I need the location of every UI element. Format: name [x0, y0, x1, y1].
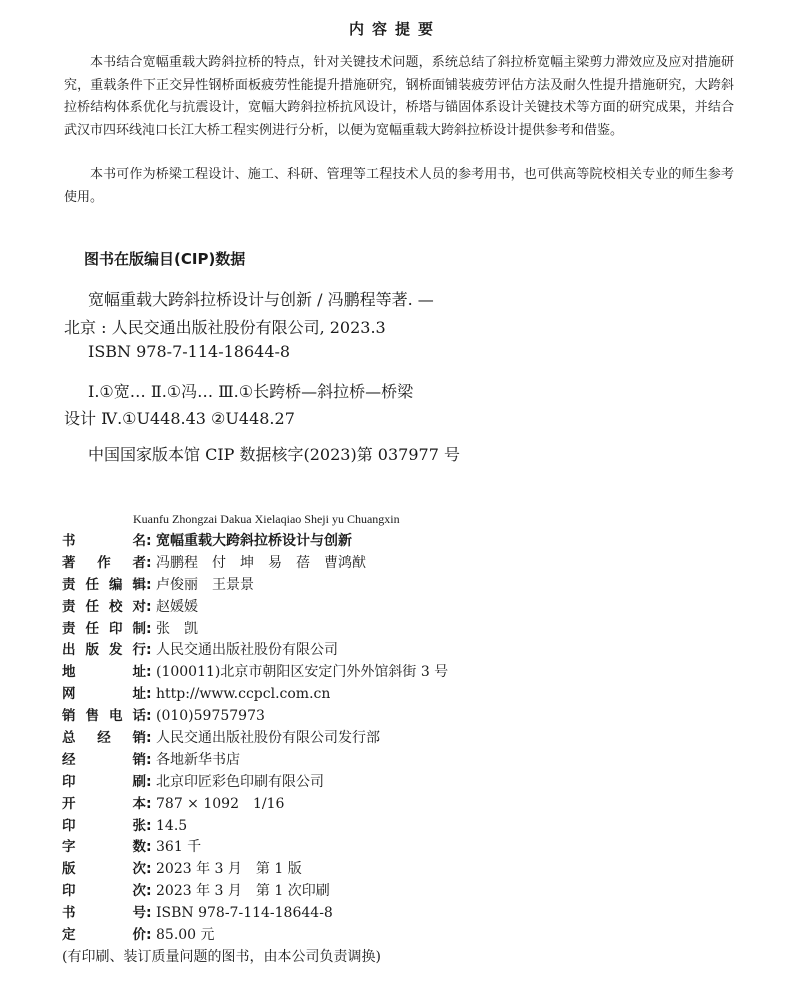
info-value: 宽幅重载大跨斜拉桥设计与创新 — [156, 533, 352, 549]
colon: : — [146, 686, 152, 703]
info-label: 书号 — [62, 905, 146, 922]
info-row — [62, 531, 448, 553]
colon: : — [146, 773, 152, 790]
colon: : — [146, 576, 152, 593]
colon: : — [146, 861, 152, 878]
quality-note: (有印刷、装订质量问题的图书，由本公司负责调换) — [62, 948, 381, 965]
info-row — [62, 794, 448, 816]
info-row — [62, 903, 448, 925]
info-row — [62, 597, 448, 619]
pinyin-title: Kuanfu Zhongzai Dakua Xielaqiao Sheji yu Chuangxin — [133, 512, 400, 526]
info-label: 印次 — [62, 883, 146, 900]
info-label: 印刷 — [62, 773, 146, 790]
info-label: 责任编辑 — [62, 576, 146, 593]
info-value: ISBN 978-7-114-18644-8 — [156, 905, 333, 922]
colon: : — [146, 642, 152, 659]
info-label: 印张 — [62, 817, 146, 834]
info-value: 14.5 — [156, 817, 188, 834]
info-label: 责任印制 — [62, 620, 146, 637]
colon: : — [146, 664, 152, 681]
info-label: 总经销 — [62, 730, 146, 747]
info-label: 定价 — [62, 927, 146, 944]
info-value: (100011)北京市朝阳区安定门外外馆斜街 3 号 — [156, 664, 449, 681]
info-row — [62, 837, 448, 859]
cip-line: 北京 : 人民交通出版社股份有限公司, 2023.3 — [64, 318, 386, 337]
info-value: http://www.ccpcl.com.cn — [156, 686, 331, 703]
info-value: 张 凯 — [156, 620, 198, 637]
colon: : — [146, 554, 152, 571]
info-row — [62, 881, 448, 903]
colon: : — [146, 751, 152, 768]
colon: : — [146, 839, 152, 856]
colon: : — [146, 620, 152, 637]
colon: : — [146, 533, 152, 549]
info-label: 销售电话 — [62, 708, 146, 725]
info-row — [62, 640, 448, 662]
colon: : — [146, 730, 152, 747]
info-value: (010)59757973 — [156, 708, 265, 725]
info-row — [62, 553, 448, 575]
cip-line: Ⅰ.①宽… Ⅱ.①冯… Ⅲ.①长跨桥—斜拉桥—桥梁 — [88, 382, 414, 401]
info-value: 787 × 1092 1/16 — [156, 795, 285, 812]
info-label: 著作者 — [62, 554, 146, 571]
info-label: 出版发行 — [62, 642, 146, 659]
info-row — [62, 859, 448, 881]
info-row — [62, 575, 448, 597]
cip-line: 设计 Ⅳ.①U448.43 ②U448.27 — [64, 409, 295, 428]
info-value: 冯鹏程 付 坤 易 蓓 曹鸿猷 — [156, 554, 366, 571]
info-label: 网址 — [62, 686, 146, 703]
info-label: 字数 — [62, 839, 146, 856]
info-row — [62, 772, 448, 794]
cip-line: 中国国家版本馆 CIP 数据核字(2023)第 037977 号 — [88, 445, 460, 464]
abstract-paragraph-1 — [64, 52, 734, 142]
info-value: 赵媛媛 — [156, 598, 198, 615]
info-row — [62, 728, 448, 750]
info-value: 各地新华书店 — [156, 751, 240, 768]
info-label: 开本 — [62, 795, 146, 812]
cip-heading: 图书在版编目(CIP)数据 — [84, 250, 246, 268]
abstract-text: 本书结合宽幅重载大跨斜拉桥的特点，针对关键技术问题，系统总结了斜拉桥宽幅主梁剪力滞效应及应对措施研究，重载条件下正交异性钢桥面板疲劳性能提升措施研究，钢桥面铺装疲劳评估方法及耐久性提升措施研究，大跨斜拉桥结构体系优化与抗震设计，宽幅大跨斜拉桥抗风设计，桥塔与锚固体系设计关键技术等方面的研究成果，并结合武汉市四环线沌口长江大桥工程实例进行分析，以便为宽幅重载大跨斜拉桥设计提供参考和借鉴。 — [64, 55, 734, 138]
info-value: 361 千 — [156, 839, 202, 856]
info-row — [62, 750, 448, 772]
colon: : — [146, 905, 152, 922]
info-row — [62, 684, 448, 706]
info-value: 人民交通出版社股份有限公司 — [156, 642, 338, 659]
colon: : — [146, 795, 152, 812]
cip-line: ISBN 978-7-114-18644-8 — [88, 342, 291, 361]
info-value: 人民交通出版社股份有限公司发行部 — [156, 730, 380, 747]
info-label: 书名 — [62, 533, 146, 549]
abstract-paragraph-2 — [64, 164, 734, 209]
info-row — [62, 706, 448, 728]
publication-info — [62, 531, 448, 969]
abstract-text: 本书可作为桥梁工程设计、施工、科研、管理等工程技术人员的参考用书，也可供高等院校相关专业的师生参考使用。 — [64, 167, 734, 205]
colon: : — [146, 598, 152, 615]
info-value: 2023 年 3 月 第 1 版 — [156, 861, 302, 878]
info-label: 责任校对 — [62, 598, 146, 615]
info-row — [62, 925, 448, 947]
info-value: 2023 年 3 月 第 1 次印刷 — [156, 883, 330, 900]
colon: : — [146, 883, 152, 900]
info-value: 北京印匠彩色印刷有限公司 — [156, 773, 324, 790]
colon: : — [146, 927, 152, 944]
info-label: 版次 — [62, 861, 146, 878]
info-row — [62, 619, 448, 641]
info-label: 经销 — [62, 751, 146, 768]
page-title: 内容提要 — [348, 20, 441, 38]
cip-line: 宽幅重载大跨斜拉桥设计与创新 / 冯鹏程等著. — — [88, 290, 434, 309]
info-row — [62, 662, 448, 684]
colon: : — [146, 708, 152, 725]
info-value: 85.00 元 — [156, 927, 215, 944]
info-row — [62, 816, 448, 838]
colon: : — [146, 817, 152, 834]
info-value: 卢俊丽 王景景 — [156, 576, 254, 593]
info-label: 地址 — [62, 664, 146, 681]
